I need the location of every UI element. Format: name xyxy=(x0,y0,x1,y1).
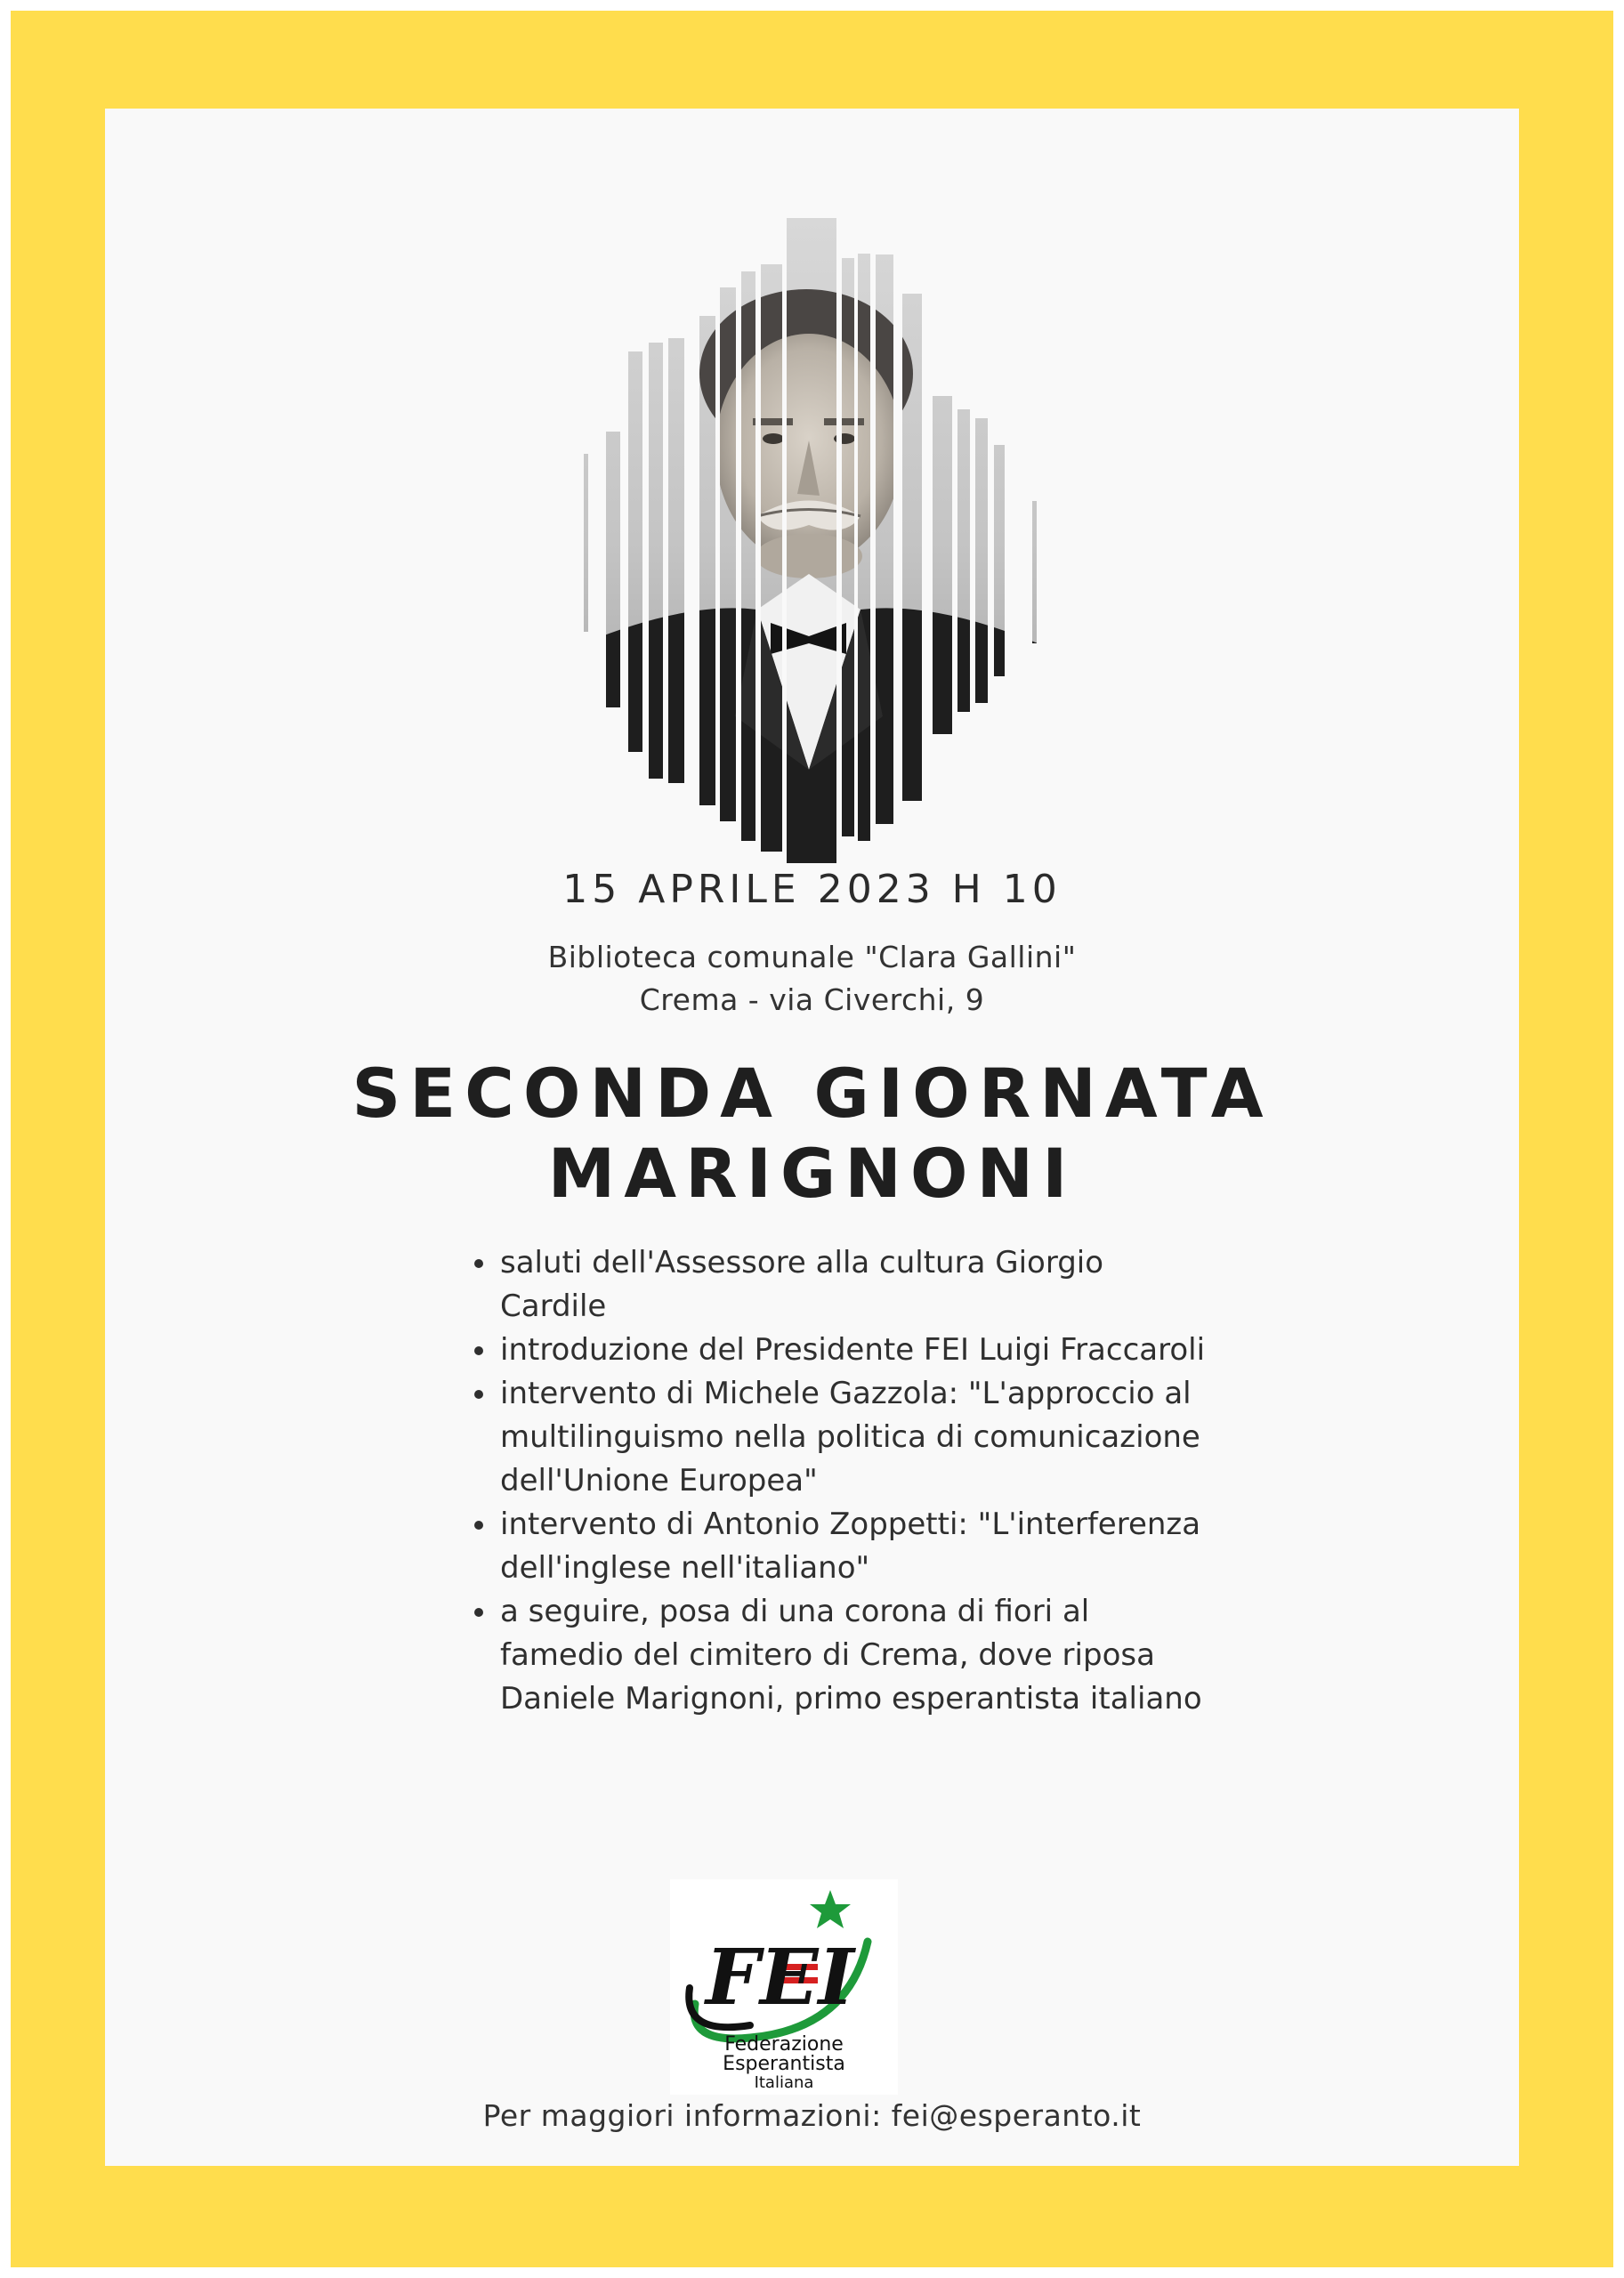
event-date: 15 APRILE 2023 H 10 xyxy=(562,867,1062,912)
portrait-strips-image xyxy=(579,218,1042,868)
program-item: • introduzione del Presidente FEI Luigi Fraccaroli xyxy=(498,1329,1210,1372)
program-list xyxy=(463,1241,1210,1721)
venue-address: Crema - via Civerchi, 9 xyxy=(639,982,985,1017)
venue-name: Biblioteca comunale "Clara Gallini" xyxy=(547,940,1077,974)
program-item: • a seguire, posa di una corona di fiori al famedio del cimitero di Crema, dove riposa Daniele Marignoni, primo esperantista italiano xyxy=(498,1590,1210,1721)
logo-line3: Italiana xyxy=(754,2073,814,2092)
event-title-line2: MARIGNONI xyxy=(547,1134,1077,1213)
program-item: • intervento di Michele Gazzola: "L'approccio al multilinguismo nella politica di comunicazione dell'Unione Europea" xyxy=(498,1372,1210,1503)
program-item: • saluti dell'Assessore alla cultura Giorgio Cardile xyxy=(498,1241,1210,1329)
event-title-line1: SECONDA GIORNATA xyxy=(351,1054,1273,1133)
logo-line2: Esperantista xyxy=(723,2053,845,2075)
fei-logo xyxy=(670,1879,898,2095)
logo-mark: FEI xyxy=(706,1933,854,2023)
program-item: • intervento di Antonio Zoppetti: "L'interferenza dell'inglese nell'italiano" xyxy=(498,1503,1210,1590)
logo-line1: Federazione xyxy=(724,2033,844,2056)
contact-info: Per maggiori informazioni: fei@esperanto.it xyxy=(482,2098,1142,2133)
